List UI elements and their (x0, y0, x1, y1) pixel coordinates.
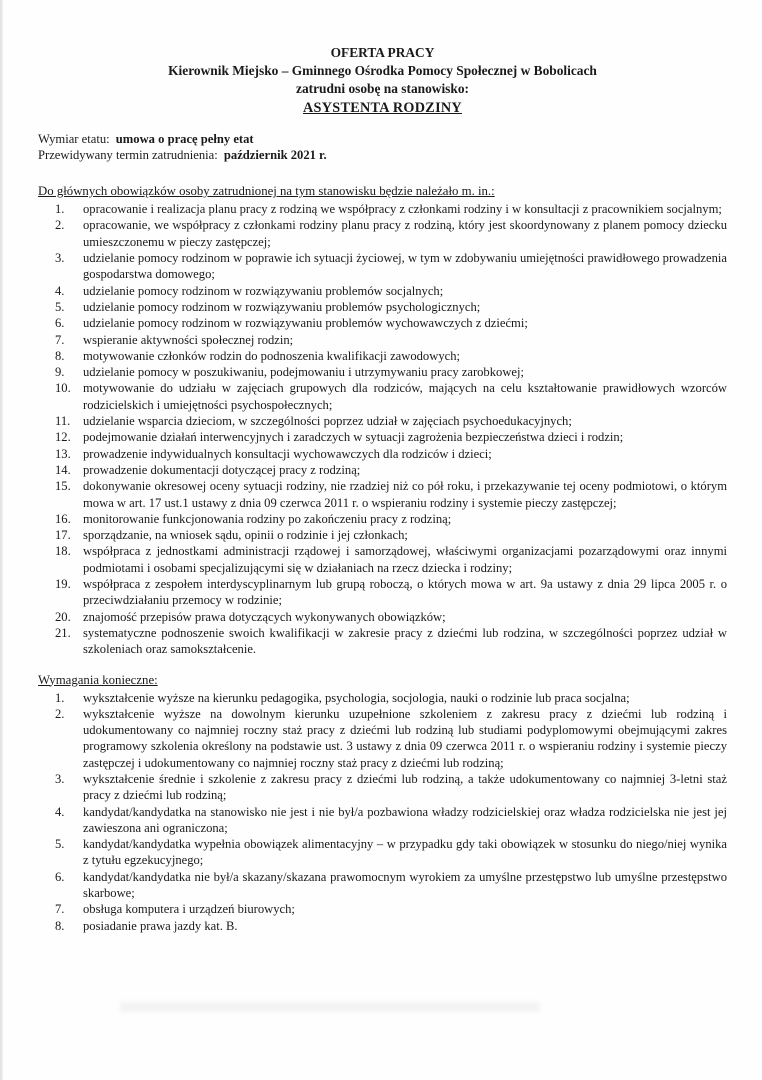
list-item: udzielanie pomocy rodzinom w rozwiązywaniu problemów wychowawczych z dziećmi; (83, 316, 528, 331)
list-item: współpraca z jednostkami administracji rządowej i samorządowej, właściwymi organizacjami pozarządowymi oraz innymi podmiotami i osobami specjalizującymi się w działaniach na rzecz dziecka i rodziny; (83, 544, 727, 575)
list-item: udzielanie pomocy rodzinom w rozwiązywaniu problemów psychologicznych; (83, 299, 481, 314)
list-item: prowadzenie dokumentacji dotyczącej pracy z rodziną; (83, 462, 361, 477)
list-item: sporządzanie, na wniosek sądu, opinii o rodzinie i jej członkach; (83, 528, 408, 543)
etat-label: Wymiar etatu: (38, 132, 110, 146)
section-requirements (38, 672, 727, 934)
list-item: wspieranie aktywności społecznej rodzin; (83, 332, 294, 347)
list-item: podejmowanie działań interwencyjnych i zaradczych w sytuacji zagrożenia bezpieczeństwa dzieci i rodzin; (83, 430, 624, 445)
list-item: udzielanie pomocy w poszukiwaniu, podejmowaniu i utrzymywaniu pracy zarobkowej; (83, 365, 525, 380)
duties-heading: Do głównych obowiązków osoby zatrudnionej na tym stanowisku będzie należało m. in.: (38, 184, 495, 199)
list-item: wykształcenie wyższe na dowolnym kierunku uzupełnione szkoleniem z zakresu pracy z dziećmi lub rodziną i udokumentowany co najmniej roczny staż pracy z dziećmi lub rodziną lub studiami podyplomowymi obejmującymi zakres programowy szkolenia określony na podstawie ust. 3 ustawy z dnia 09 czerwca 2011 r. o wspieraniu rodziny i systemie pieczy zastępczej i udokumentowany co najmniej roczny staż pracy z dziećmi lub rodziną; (83, 706, 727, 770)
list-item: współpraca z zespołem interdyscyplinarnym lub grupą roboczą, o których mowa w art. 9a ustawy z dnia 29 lipca 2005 r. o przeciwdziałaniu przemocy w rodzinie; (83, 577, 727, 608)
list-item: kandydat/kandydatka na stanowisko nie jest i nie był/a pozbawiona władzy rodzicielskiej oraz władza rodzicielska nie jest jej zawieszona ani ograniczona; (83, 804, 727, 835)
employment-meta (38, 132, 727, 163)
list-item: kandydat/kandydatka nie był/a skazany/skazana prawomocnym wyrokiem za umyślne przestępstwo lub umyślne przestępstwo skarbowe; (83, 869, 727, 901)
list-item: posiadanie prawa jazdy kat. B. (83, 918, 238, 933)
meta-line-etat (38, 132, 727, 148)
employer-line: Kierownik Miejsko – Gminnego Ośrodka Pomocy Społecznej w Bobolicach (168, 63, 597, 78)
list-item: udzielanie wsparcia dzieciom, w szczególności poprzez udział w zajęciach psychoedukacyjnych; (83, 414, 572, 429)
section-duties (38, 183, 727, 657)
list-item: monitorowanie funkcjonowania rodziny po zakończeniu pracy z rodziną; (83, 511, 452, 526)
list-item: wykształcenie wyższe na kierunku pedagogika, psychologia, socjologia, nauki o rodzinie lub praca socjalna; (83, 690, 630, 705)
list-item: obsługa komputera i urządzeń biurowych; (83, 902, 295, 917)
termin-label: Przewidywany termin zatrudnienia: (38, 147, 218, 162)
list-item: kandydat/kandydatka wypełnia obowiązek alimentacyjny – w przypadku gdy taki obowiązek w stosunku do niego/niej wynika z tytułu egzekucyjnego; (83, 837, 727, 868)
list-item: opracowanie, we współpracy z członkami rodziny planu pracy z rodziną, który jest skoordynowany z planem pomocy dziecku umieszczonemu w pieczy zastępczej; (83, 218, 727, 249)
list-item: udzielanie pomocy rodzinom w rozwiązywaniu problemów socjalnych; (83, 283, 444, 298)
document-header (38, 44, 727, 117)
position-title: ASYSTENTA RODZINY (303, 100, 462, 116)
document-title: OFERTA PRACY (330, 45, 435, 60)
requirements-list (38, 690, 727, 934)
list-item: dokonywanie okresowej oceny sytuacji rodziny, nie rzadziej niż co pół roku, i przekazywanie tej oceny podmiotowi, o którym mowa w art. 17 ust.1 ustawy z dnia 09 czerwca 2011 r. o wspieraniu rodziny i systemie pieczy zastępczej; (83, 479, 727, 510)
scan-edge-artifact (0, 0, 3, 1080)
list-item: prowadzenie indywidualnych konsultacji wychowawczych dla rodziców i dzieci; (83, 446, 492, 461)
list-item: systematyczne podnoszenie swoich kwalifikacji w zakresie pracy z dziećmi lub rodzina, w szczególności poprzez udział w szkoleniach oraz samokształcenie. (83, 625, 727, 657)
etat-value: umowa o pracę pełny etat (115, 132, 254, 146)
scan-smudge-artifact (120, 1002, 540, 1012)
hiring-line: zatrudni osobę na stanowisko: (296, 81, 469, 96)
requirements-heading: Wymagania konieczne: (38, 672, 158, 687)
list-item: motywowanie członków rodzin do podnoszenia kwalifikacji zawodowych; (83, 348, 461, 363)
meta-line-termin (38, 148, 727, 164)
list-item: znajomość przepisów prawa dotyczących wykonywanych obowiązków; (83, 609, 446, 624)
list-item: udzielanie pomocy rodzinom w poprawie ich sytuacji życiowej, w tym w zdobywaniu umiejętności prawidłowego prowadzenia gospodarstwa domowego; (83, 251, 727, 282)
list-item: opracowanie i realizacja planu pracy z rodziną we współpracy z członkami rodziny i w konsultacji z pracownikiem socjalnym; (83, 202, 722, 217)
list-item: wykształcenie średnie i szkolenie z zakresu pracy z dziećmi lub rodziną, a także udokumentowany co najmniej 3-letni staż pracy z dziećmi lub rodziną; (83, 771, 727, 803)
duties-list (38, 201, 727, 657)
list-item: motywowanie do udziału w zajęciach grupowych dla rodziców, mających na celu kształtowanie prawidłowych wzorców rodzicielskich i umiejętności psychospołecznych; (83, 381, 727, 412)
termin-value: październik 2021 r. (223, 147, 327, 162)
